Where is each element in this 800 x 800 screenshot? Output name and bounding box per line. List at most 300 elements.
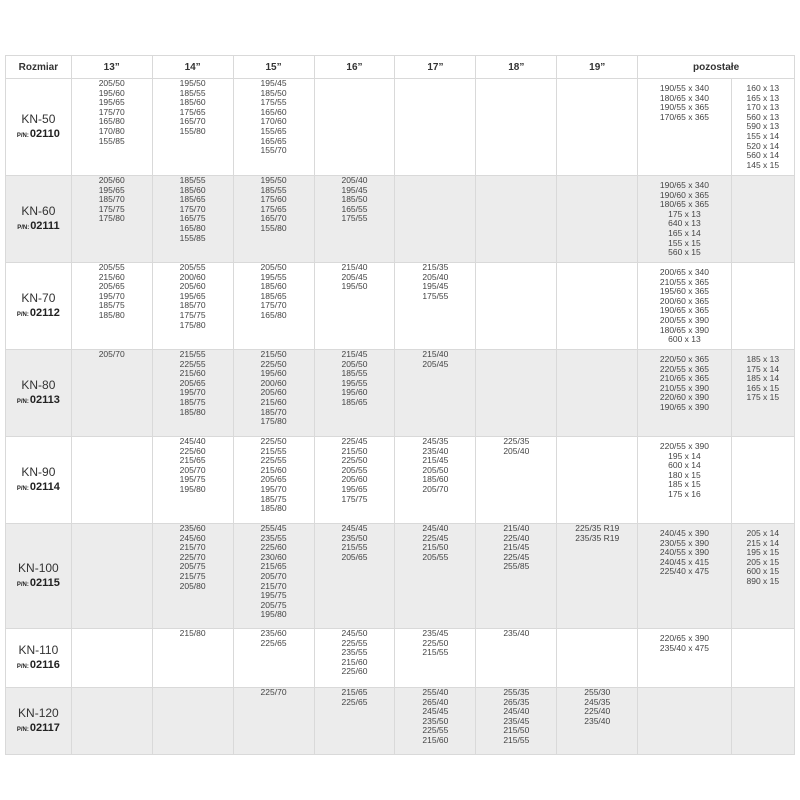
size-value: 205/45	[422, 358, 449, 369]
other-size-value: 210/65 x 365	[659, 373, 710, 384]
other-size-value: 240/45 x 415	[659, 556, 710, 567]
other-size-value: 165 x 15	[746, 382, 780, 393]
table-row	[6, 176, 795, 263]
size-value: 225/40	[584, 706, 611, 717]
size-value: 175/80	[260, 416, 287, 427]
other-size-value: 180 x 15	[668, 469, 701, 480]
size-value: 235/40	[503, 628, 530, 638]
size-cell	[233, 263, 314, 350]
size-value: 215/60	[179, 368, 206, 379]
column-header-13: 13”	[71, 56, 152, 79]
size-cell	[395, 263, 476, 350]
size-value: 225/50	[422, 637, 449, 648]
part-number-value: 02110	[29, 127, 60, 140]
size-value: 255/30	[584, 687, 611, 697]
size-value: 185/80	[179, 406, 206, 417]
size-cell	[233, 524, 314, 629]
size-value: 215/70	[260, 580, 287, 591]
part-number-prefix: P/N:	[16, 132, 29, 139]
size-cell	[152, 688, 233, 755]
size-value: 215/70	[179, 542, 206, 553]
size-value: 205/65	[341, 551, 368, 562]
other-size-value: 600 x 14	[668, 460, 701, 471]
other-sizes-cell	[638, 263, 795, 350]
size-value: 195/50	[341, 281, 368, 292]
size-value: 255/40	[422, 687, 449, 697]
size-value: 205/80	[179, 580, 206, 591]
size-cell	[152, 437, 233, 524]
size-value: 205/60	[179, 281, 206, 292]
size-value: 205/60	[341, 474, 368, 485]
size-value: 215/55	[422, 647, 449, 658]
size-value: 175/70	[260, 300, 287, 311]
size-cell	[395, 688, 476, 755]
size-value: 245/35	[584, 696, 611, 707]
size-value: 175/60	[260, 194, 287, 205]
size-value: 245/60	[179, 532, 206, 543]
part-number-prefix: P/N:	[16, 581, 29, 588]
size-value: 185/55	[179, 175, 206, 185]
size-cell	[233, 437, 314, 524]
other-size-value: 205 x 15	[746, 556, 780, 567]
size-cell	[395, 524, 476, 629]
model-name: KN-70	[21, 290, 56, 305]
size-value: 195/65	[98, 184, 125, 195]
size-value: 215/80	[179, 628, 206, 638]
other-size-value: 145 x 15	[746, 159, 780, 170]
other-size-value: 190/65 x 340	[659, 180, 710, 190]
size-value: 165/70	[179, 116, 206, 127]
other-size-value: 180/65 x 340	[659, 92, 710, 103]
size-cell	[152, 79, 233, 176]
size-value: 155/85	[98, 135, 125, 146]
size-value: 215/60	[98, 271, 125, 282]
column-header-16: 16”	[314, 56, 395, 79]
other-size-value: 180/65 x 365	[659, 199, 710, 210]
size-value: 215/40	[503, 523, 530, 533]
size-value: 225/45	[503, 551, 530, 562]
size-value: 215/50	[422, 542, 449, 553]
size-cell	[476, 437, 557, 524]
size-cell	[233, 79, 314, 176]
size-cell	[476, 629, 557, 688]
size-cell	[557, 688, 638, 755]
other-size-value: 640 x 13	[668, 218, 701, 229]
size-value: 225/40	[503, 532, 530, 543]
other-size-value: 560 x 14	[746, 150, 780, 161]
size-value: 195/70	[260, 483, 287, 494]
size-value: 195/65	[98, 97, 125, 108]
size-value: 195/70	[98, 290, 125, 301]
size-value: 200/60	[179, 271, 206, 282]
other-sizes-column	[732, 79, 794, 175]
size-value: 235/45	[503, 715, 530, 726]
size-value: 215/45	[341, 349, 368, 359]
size-value: 215/50	[260, 349, 287, 359]
part-number	[6, 576, 71, 592]
other-sizes-column	[638, 629, 731, 687]
size-value: 235/60	[179, 523, 206, 533]
size-value: 205/55	[98, 262, 125, 272]
size-value: 255/45	[260, 523, 287, 533]
size-cell	[314, 629, 395, 688]
other-size-value: 560 x 13	[746, 111, 780, 122]
other-sizes-cell	[638, 350, 795, 437]
size-value: 205/70	[260, 570, 287, 581]
other-size-value: 220/60 x 390	[659, 392, 710, 403]
other-size-value: 230/55 x 390	[659, 537, 710, 548]
size-value: 185/75	[98, 300, 125, 311]
other-size-value: 185 x 15	[668, 479, 701, 490]
size-cell	[476, 524, 557, 629]
size-value: 195/75	[179, 474, 206, 485]
other-size-value: 890 x 15	[746, 575, 780, 586]
size-cell	[557, 350, 638, 437]
size-value: 205/60	[260, 387, 287, 398]
size-cell	[71, 350, 152, 437]
size-value: 235/40	[422, 445, 449, 456]
size-value: 185/55	[260, 184, 287, 195]
size-value: 195/55	[260, 271, 287, 282]
size-value: 195/45	[260, 78, 287, 88]
size-value: 225/50	[260, 436, 287, 446]
size-value: 215/45	[503, 542, 530, 553]
other-sizes-column	[732, 176, 794, 262]
size-value: 235/50	[422, 715, 449, 726]
other-sizes-column	[638, 437, 731, 523]
other-size-value: 155 x 14	[746, 130, 780, 141]
other-size-value: 235/40 x 475	[659, 642, 710, 653]
model-cell	[6, 629, 72, 688]
size-cell	[71, 688, 152, 755]
size-cell	[314, 263, 395, 350]
column-header-15: 15”	[233, 56, 314, 79]
other-size-value: 175 x 16	[668, 488, 701, 499]
size-value: 205/40	[503, 445, 530, 456]
other-sizes-column	[732, 688, 794, 754]
size-value: 185/55	[341, 368, 368, 379]
size-value: 245/40	[179, 436, 206, 446]
size-value: 195/55	[341, 377, 368, 388]
size-value: 195/60	[341, 387, 368, 398]
size-value: 215/50	[341, 445, 368, 456]
other-sizes-cell	[638, 524, 795, 629]
size-value: 165/60	[260, 106, 287, 117]
part-number-value: 02114	[29, 480, 60, 493]
size-value: 185/65	[179, 194, 206, 205]
other-size-value: 600 x 13	[668, 334, 701, 345]
size-cell	[395, 176, 476, 263]
size-value: 255/35	[503, 687, 530, 697]
size-value: 195/70	[179, 387, 206, 398]
model-name: KN-100	[18, 560, 59, 575]
other-size-value: 210/55 x 390	[659, 382, 710, 393]
part-number	[6, 393, 71, 409]
size-value: 185/50	[341, 194, 368, 205]
size-value: 175/55	[341, 213, 368, 224]
size-value: 225/50	[260, 358, 287, 369]
other-size-value: 215 x 14	[746, 537, 780, 548]
part-number-value: 02117	[29, 721, 60, 734]
size-cell	[395, 629, 476, 688]
size-value: 205/45	[341, 271, 368, 282]
size-cell	[152, 629, 233, 688]
size-value: 235/55	[260, 532, 287, 543]
size-value: 155/85	[179, 232, 206, 243]
model-cell	[6, 176, 72, 263]
size-cell	[233, 350, 314, 437]
size-value: 205/65	[98, 281, 125, 292]
size-cell	[314, 524, 395, 629]
size-value: 215/40	[422, 349, 449, 359]
size-value: 205/40	[341, 175, 368, 185]
other-size-value: 200/55 x 390	[659, 314, 710, 325]
size-value: 245/40	[422, 523, 449, 533]
other-size-value: 240/45 x 390	[659, 528, 710, 538]
size-value: 195/45	[341, 184, 368, 195]
size-value: 255/85	[503, 561, 530, 572]
column-header-18: 18”	[476, 56, 557, 79]
size-value: 205/50	[422, 464, 449, 475]
other-size-value: 195 x 15	[746, 547, 780, 558]
column-header-17: 17”	[395, 56, 476, 79]
size-value: 215/45	[422, 455, 449, 466]
size-cell	[476, 688, 557, 755]
size-value: 215/55	[341, 542, 368, 553]
other-size-value: 185 x 14	[746, 373, 780, 384]
size-value: 175/70	[98, 106, 125, 117]
size-value: 245/40	[503, 706, 530, 717]
other-sizes-column	[638, 176, 731, 262]
table-row	[6, 629, 795, 688]
size-value: 205/70	[98, 349, 125, 359]
size-value: 225/55	[341, 637, 368, 648]
size-cell	[152, 176, 233, 263]
other-size-value: 220/55 x 390	[659, 441, 710, 451]
model-cell	[6, 688, 72, 755]
size-cell	[476, 176, 557, 263]
size-value: 170/60	[260, 116, 287, 127]
other-size-value: 160 x 13	[746, 83, 780, 93]
other-sizes-column	[638, 263, 731, 349]
size-value: 185/70	[260, 406, 287, 417]
part-number-value: 02115	[29, 576, 60, 589]
other-size-value: 175 x 14	[746, 363, 780, 374]
size-value: 195/60	[260, 368, 287, 379]
table-row	[6, 437, 795, 524]
size-value: 225/60	[260, 542, 287, 553]
size-value: 195/60	[98, 87, 125, 98]
part-number-prefix: P/N:	[17, 224, 30, 231]
other-size-value: 225/40 x 475	[659, 566, 710, 577]
size-cell	[557, 524, 638, 629]
other-size-value: 190/65 x 390	[659, 401, 710, 412]
size-value: 185/60	[260, 281, 287, 292]
size-value: 215/55	[179, 349, 206, 359]
size-value: 225/35	[503, 436, 530, 446]
size-value: 215/60	[260, 396, 287, 407]
table-row	[6, 350, 795, 437]
size-value: 175/80	[179, 319, 206, 330]
part-number-prefix: P/N:	[16, 398, 29, 405]
size-cell	[557, 176, 638, 263]
size-cell	[71, 629, 152, 688]
model-name: KN-80	[21, 377, 56, 392]
size-cell	[476, 350, 557, 437]
size-value: 225/55	[260, 455, 287, 466]
size-value: 195/50	[179, 78, 206, 88]
size-value: 185/60	[179, 184, 206, 195]
size-cell	[152, 350, 233, 437]
model-cell	[6, 263, 72, 350]
size-value: 215/40	[341, 262, 368, 272]
other-size-value: 190/55 x 340	[659, 83, 710, 93]
size-value: 235/45	[422, 628, 449, 638]
size-value: 265/35	[503, 696, 530, 707]
size-value: 165/65	[260, 135, 287, 146]
size-value: 155/65	[260, 125, 287, 136]
size-column-header: Rozmiar	[6, 56, 72, 79]
size-value: 185/55	[179, 87, 206, 98]
size-value: 215/75	[179, 570, 206, 581]
size-value: 165/80	[179, 222, 206, 233]
size-value: 235/40	[584, 715, 611, 726]
size-value: 170/80	[98, 125, 125, 136]
size-value: 225/45	[422, 532, 449, 543]
size-value: 215/65	[260, 561, 287, 572]
size-value: 225/60	[179, 445, 206, 456]
part-number-value: 02113	[29, 393, 60, 406]
size-value: 225/55	[422, 725, 449, 736]
size-value: 205/55	[422, 551, 449, 562]
size-value: 215/60	[341, 656, 368, 667]
other-size-value: 155 x 15	[668, 237, 701, 248]
size-value: 235/55	[341, 647, 368, 658]
size-value: 175/55	[422, 290, 449, 301]
size-value: 205/70	[422, 483, 449, 494]
column-header-19: 19”	[557, 56, 638, 79]
size-value: 245/50	[341, 628, 368, 638]
size-value: 235/50	[341, 532, 368, 543]
size-value: 175/75	[179, 309, 206, 320]
size-cell	[395, 79, 476, 176]
size-value: 235/35 R19	[575, 532, 620, 543]
size-value: 215/65	[341, 687, 368, 697]
size-value: 195/65	[341, 483, 368, 494]
part-number	[6, 480, 71, 496]
other-sizes-cell	[638, 629, 795, 688]
size-value: 185/65	[341, 396, 368, 407]
other-size-value: 165 x 14	[668, 227, 701, 238]
size-value: 165/70	[260, 213, 287, 224]
other-sizes-cell	[638, 437, 795, 524]
size-value: 215/65	[179, 455, 206, 466]
size-value: 215/55	[503, 734, 530, 745]
part-number	[6, 658, 71, 674]
size-cell	[71, 263, 152, 350]
size-cell	[152, 524, 233, 629]
size-value: 175/75	[341, 493, 368, 504]
size-cell	[557, 629, 638, 688]
other-size-value: 175 x 15	[746, 392, 780, 403]
size-value: 165/80	[98, 116, 125, 127]
part-number-value: 02116	[29, 658, 60, 671]
size-cell	[152, 263, 233, 350]
size-value: 205/65	[260, 474, 287, 485]
size-value: 225/65	[260, 637, 287, 648]
part-number-value: 02112	[29, 306, 60, 319]
size-cell	[314, 176, 395, 263]
size-value: 205/70	[179, 464, 206, 475]
size-cell	[557, 263, 638, 350]
size-value: 175/75	[98, 203, 125, 214]
other-size-value: 180/65 x 390	[659, 324, 710, 335]
model-name: KN-110	[18, 642, 59, 657]
part-number-prefix: P/N:	[16, 311, 29, 318]
other-sizes-cell	[638, 79, 795, 176]
table-body	[6, 79, 795, 755]
size-value: 195/65	[179, 290, 206, 301]
other-size-value: 600 x 15	[746, 566, 780, 577]
other-sizes-column	[732, 437, 794, 523]
other-size-value: 195 x 14	[668, 450, 701, 461]
size-value: 155/70	[260, 145, 287, 156]
size-cell	[395, 437, 476, 524]
model-name: KN-120	[18, 705, 59, 720]
model-name: KN-60	[21, 203, 56, 218]
other-sizes-column	[638, 79, 731, 175]
tire-chain-size-table	[5, 55, 795, 755]
other-size-value: 240/55 x 390	[659, 547, 710, 558]
other-sizes-column	[638, 524, 731, 628]
other-size-value: 560 x 15	[668, 247, 701, 258]
model-name: KN-50	[21, 111, 56, 126]
size-value: 245/45	[341, 523, 368, 533]
size-value: 215/60	[422, 734, 449, 745]
part-number	[6, 127, 71, 143]
size-value: 175/65	[260, 203, 287, 214]
other-sizes-column	[638, 688, 731, 754]
other-size-value: 170 x 13	[746, 102, 780, 113]
size-value: 215/55	[260, 445, 287, 456]
size-value: 205/50	[98, 78, 125, 88]
other-size-value: 205 x 14	[746, 528, 780, 538]
table-row	[6, 524, 795, 629]
size-value: 225/50	[341, 455, 368, 466]
size-value: 185/75	[260, 493, 287, 504]
size-value: 185/75	[179, 396, 206, 407]
size-cell	[314, 437, 395, 524]
size-value: 195/80	[260, 609, 287, 620]
other-sizes-column	[732, 629, 794, 687]
size-value: 205/55	[341, 464, 368, 475]
other-sizes-cell	[638, 688, 795, 755]
size-value: 245/35	[422, 436, 449, 446]
size-value: 195/50	[260, 175, 287, 185]
other-size-value: 165 x 13	[746, 92, 780, 103]
other-sizes-column	[732, 524, 794, 628]
size-value: 205/60	[98, 175, 125, 185]
part-number	[6, 721, 71, 737]
size-value: 175/65	[179, 106, 206, 117]
size-cell	[71, 437, 152, 524]
size-value: 225/45	[341, 436, 368, 446]
size-value: 185/60	[179, 97, 206, 108]
size-value: 235/60	[260, 628, 287, 638]
size-value: 165/55	[341, 203, 368, 214]
size-value: 205/50	[260, 262, 287, 272]
size-value: 185/65	[260, 290, 287, 301]
